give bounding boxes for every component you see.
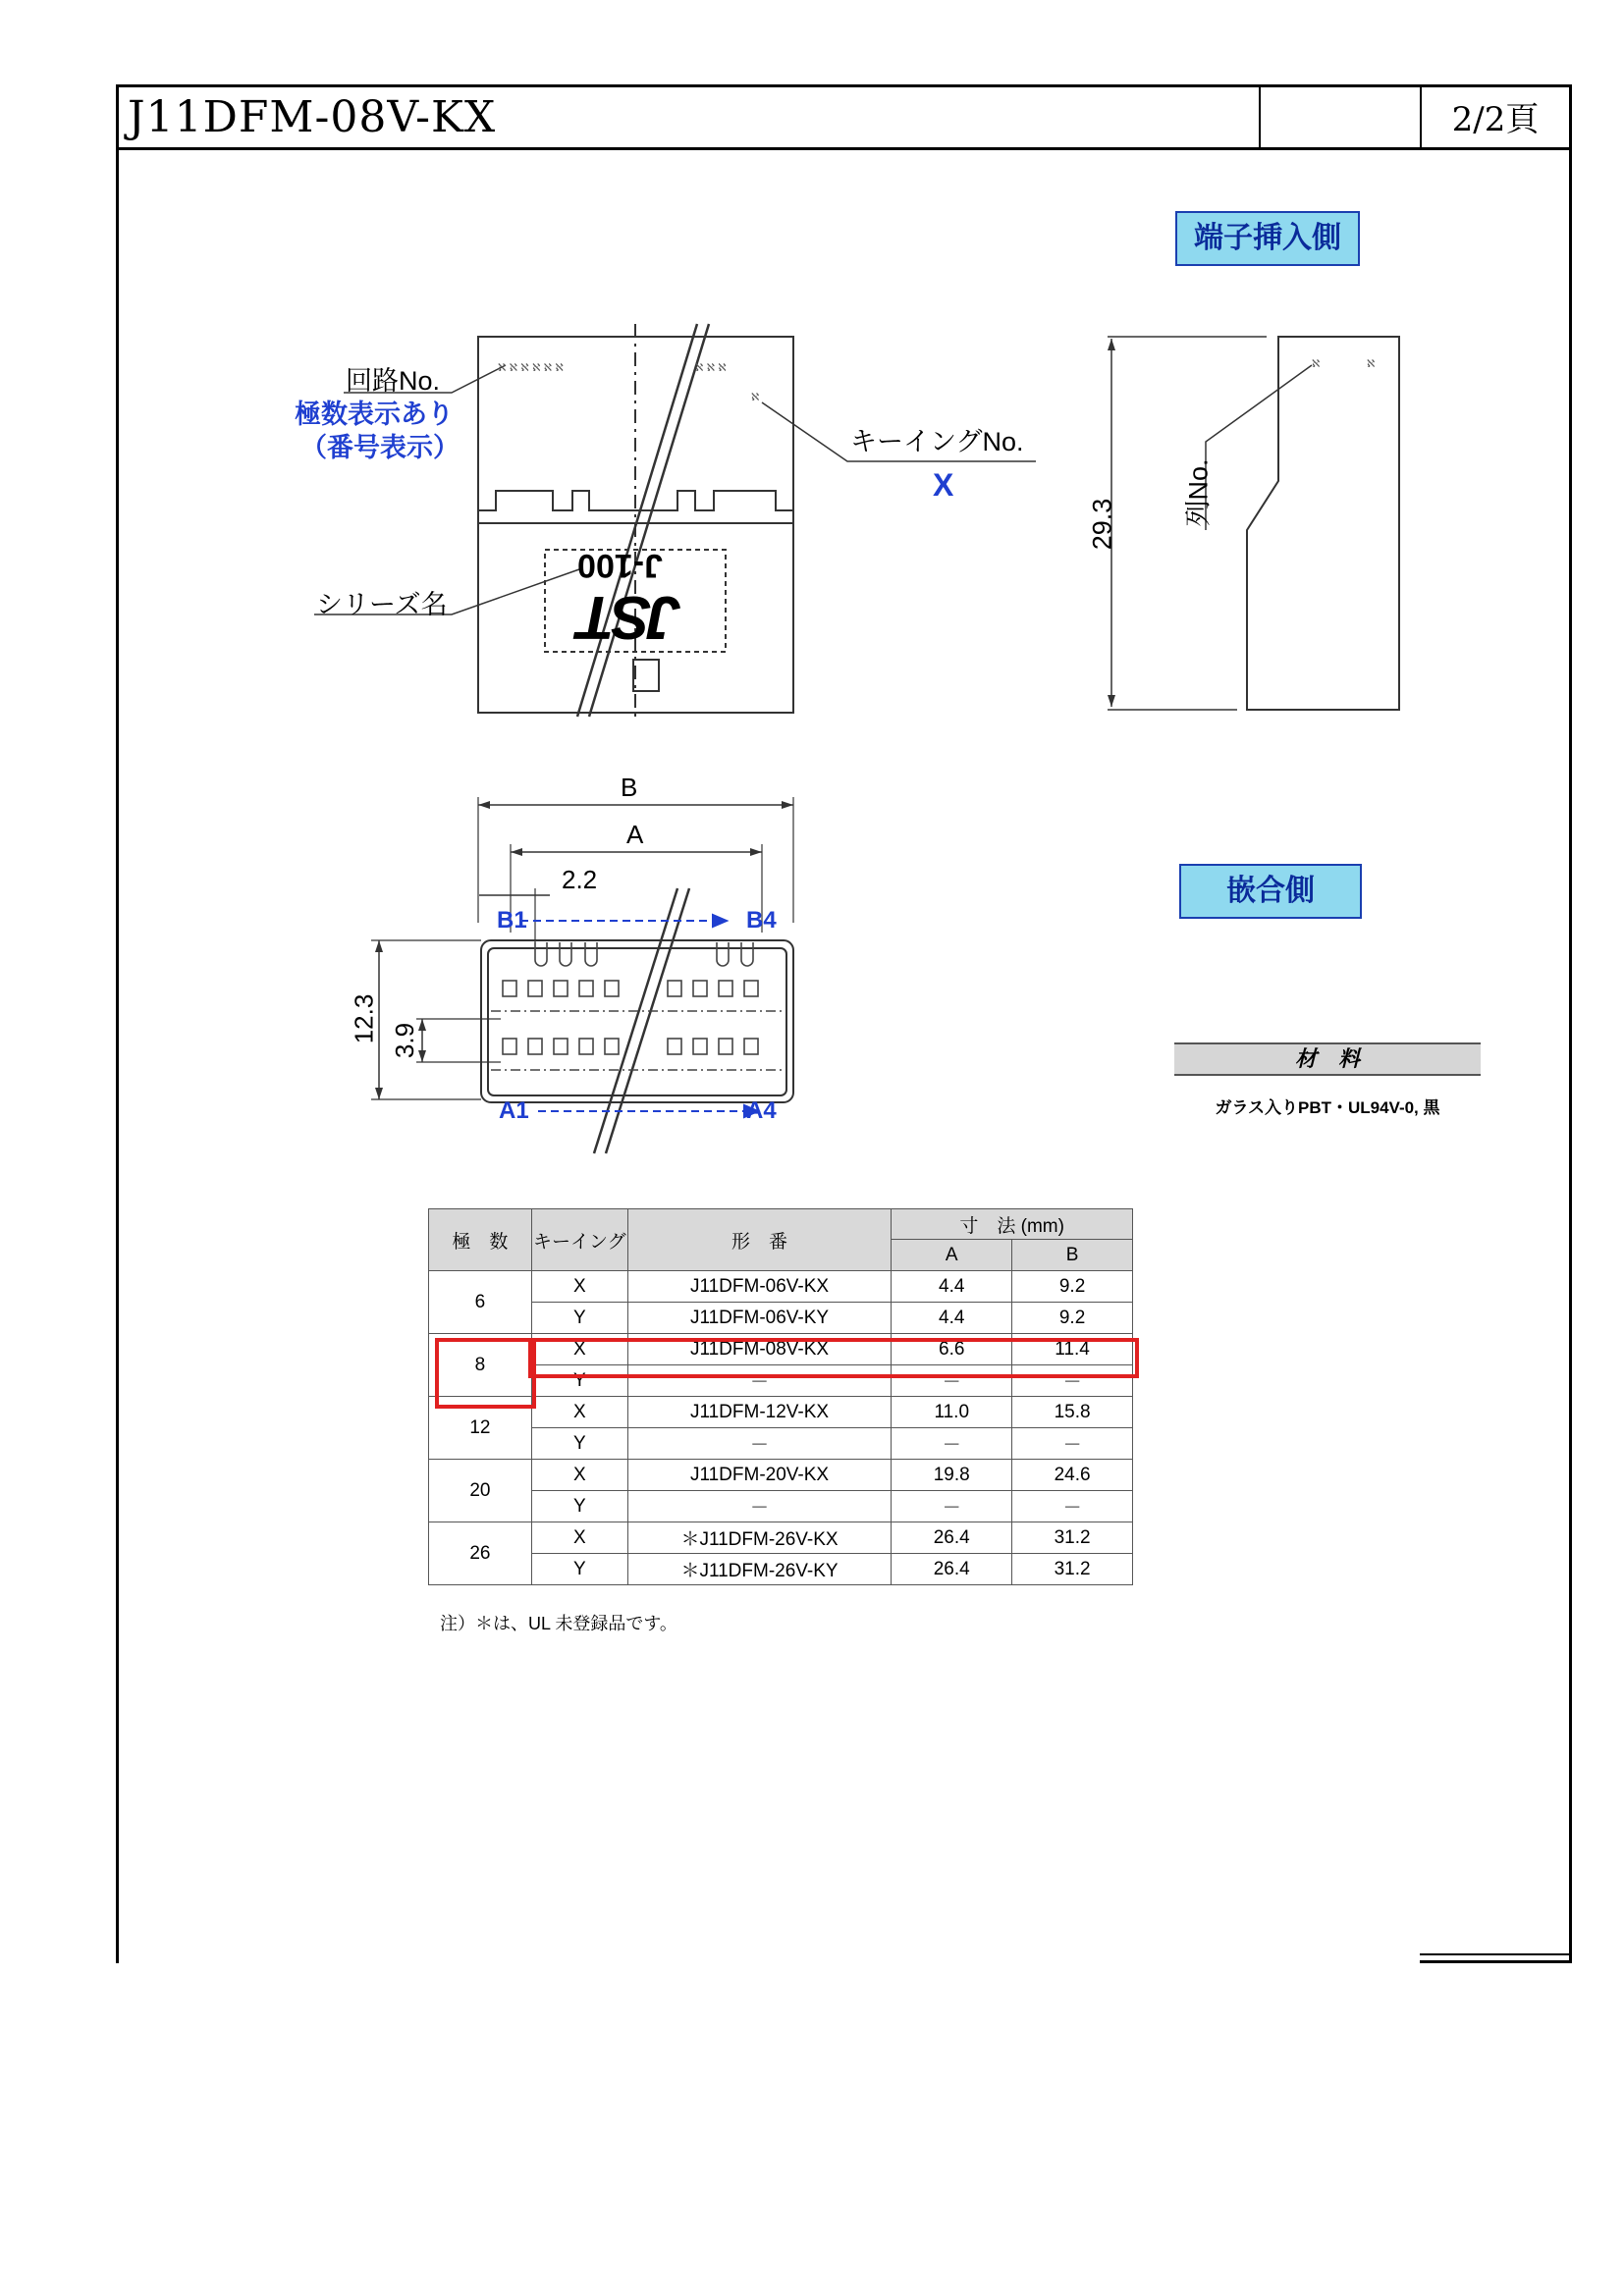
header-model: 形 番 (627, 1209, 892, 1271)
series-marking: J-100 (577, 547, 663, 584)
dim-b-cell: 9.2 (1012, 1303, 1133, 1334)
dim-a-cell: 26.4 (892, 1522, 1012, 1554)
material-header: 材 料 (1174, 1042, 1481, 1076)
model-cell: J11DFM-06V-KX (627, 1271, 892, 1303)
dim-b-cell: － (1012, 1428, 1133, 1460)
keying-cell: Y (531, 1428, 627, 1460)
keying-cell: Y (531, 1365, 627, 1397)
header-dimensions: 寸 法 (mm) (892, 1209, 1133, 1240)
connector-side-view (1247, 337, 1399, 710)
svg-text:ℵ ℵ ℵ ℵ ℵ ℵ: ℵ ℵ ℵ ℵ ℵ ℵ (498, 361, 564, 374)
dim-b-cell: － (1012, 1491, 1133, 1522)
series-name-label: シリーズ名 (316, 590, 448, 619)
svg-text:ℵ: ℵ (751, 391, 760, 403)
dim-b-cell: 11.4 (1012, 1334, 1133, 1365)
dimension-a: A (626, 820, 644, 849)
page-number: 2/2頁 (1451, 100, 1540, 139)
table-row (429, 1271, 1133, 1303)
jst-logo: JST (581, 583, 681, 651)
dim-a-cell: 11.0 (892, 1397, 1012, 1428)
table-note: 注）＊は、UL 未登録品です。 (440, 1614, 677, 1633)
model-cell: J11DFM-20V-KX (627, 1460, 892, 1491)
mating-side-label: 嵌合側 (1179, 864, 1362, 919)
svg-text:ℵ ℵ ℵ: ℵ ℵ ℵ (695, 361, 727, 374)
position-a1: A1 (499, 1097, 529, 1124)
svg-text:ℵ: ℵ (1312, 357, 1321, 370)
dim-b-cell: － (1012, 1365, 1133, 1397)
model-cell: J11DFM-08V-KX (627, 1334, 892, 1365)
header-poles: 極 数 (429, 1209, 532, 1271)
dim-b-cell: 15.8 (1012, 1397, 1133, 1428)
terminal-insertion-side-label: 端子挿入側 (1175, 211, 1360, 266)
keying-value: X (933, 467, 954, 503)
model-cell: J11DFM-12V-KX (627, 1397, 892, 1428)
dim-b-cell: 31.2 (1012, 1554, 1133, 1585)
keying-cell: Y (531, 1554, 627, 1585)
table-row (429, 1554, 1133, 1585)
keying-cell: X (531, 1271, 627, 1303)
table-row (429, 1303, 1133, 1334)
circuit-number-label: 回路No. (346, 366, 441, 396)
dim-b-cell: 24.6 (1012, 1460, 1133, 1491)
dim-a-cell: － (892, 1491, 1012, 1522)
number-display-label: （番号表示） (300, 433, 460, 462)
keying-cell: Y (531, 1491, 627, 1522)
dim-a-cell: － (892, 1365, 1012, 1397)
table-row (429, 1460, 1133, 1491)
model-cell: J11DFM-06V-KY (627, 1303, 892, 1334)
material-text: ガラス入りPBT・UL94V-0, 黒 (1215, 1098, 1440, 1117)
table-row (429, 1522, 1133, 1554)
table-row (429, 1428, 1133, 1460)
row-pitch-dimension: 3.9 (390, 1022, 420, 1059)
header-b: B (1012, 1240, 1133, 1271)
model-cell: ＊J11DFM-26V-KX (627, 1522, 892, 1554)
model-cell: － (627, 1365, 892, 1397)
row-number-label: 列No. (1183, 458, 1214, 527)
model-cell: － (627, 1491, 892, 1522)
header-keying: キーイング (531, 1209, 627, 1271)
dim-b-cell: 9.2 (1012, 1271, 1133, 1303)
keying-cell: X (531, 1334, 627, 1365)
table-row (429, 1491, 1133, 1522)
dim-a-cell: 26.4 (892, 1554, 1012, 1585)
keying-number-label: キーイングNo. (850, 427, 1024, 456)
pole-display-label: 極数表示あり (295, 400, 454, 429)
model-cell: － (627, 1428, 892, 1460)
dimension-b: B (621, 773, 638, 802)
position-b4: B4 (746, 907, 777, 934)
position-a4: A4 (746, 1097, 777, 1124)
keying-cell: X (531, 1522, 627, 1554)
dim-a-cell: 4.4 (892, 1271, 1012, 1303)
poles-cell: 8 (429, 1334, 532, 1397)
highlight-poles-box (435, 1338, 536, 1409)
dim-a-cell: 19.8 (892, 1460, 1012, 1491)
connector-mating-view (481, 940, 793, 1102)
poles-cell: 6 (429, 1271, 532, 1334)
position-b1: B1 (497, 907, 527, 934)
dim-a-cell: 4.4 (892, 1303, 1012, 1334)
dim-a-cell: － (892, 1428, 1012, 1460)
poles-cell: 20 (429, 1460, 532, 1522)
model-cell: ＊J11DFM-26V-KY (627, 1554, 892, 1585)
pitch-dimension: 2.2 (562, 865, 598, 894)
document-title: J11DFM-08V-KX (128, 92, 497, 142)
dim-a-cell: 6.6 (892, 1334, 1012, 1365)
dim-b-cell: 31.2 (1012, 1522, 1133, 1554)
poles-cell: 26 (429, 1522, 532, 1585)
svg-text:ℵ: ℵ (1367, 357, 1376, 370)
total-height-dimension: 12.3 (349, 993, 379, 1044)
poles-cell: 12 (429, 1397, 532, 1460)
height-dimension: 29.3 (1087, 498, 1117, 551)
keying-cell: X (531, 1397, 627, 1428)
highlight-row-box (528, 1338, 1139, 1378)
header-a: A (892, 1240, 1012, 1271)
keying-cell: Y (531, 1303, 627, 1334)
keying-cell: X (531, 1460, 627, 1491)
